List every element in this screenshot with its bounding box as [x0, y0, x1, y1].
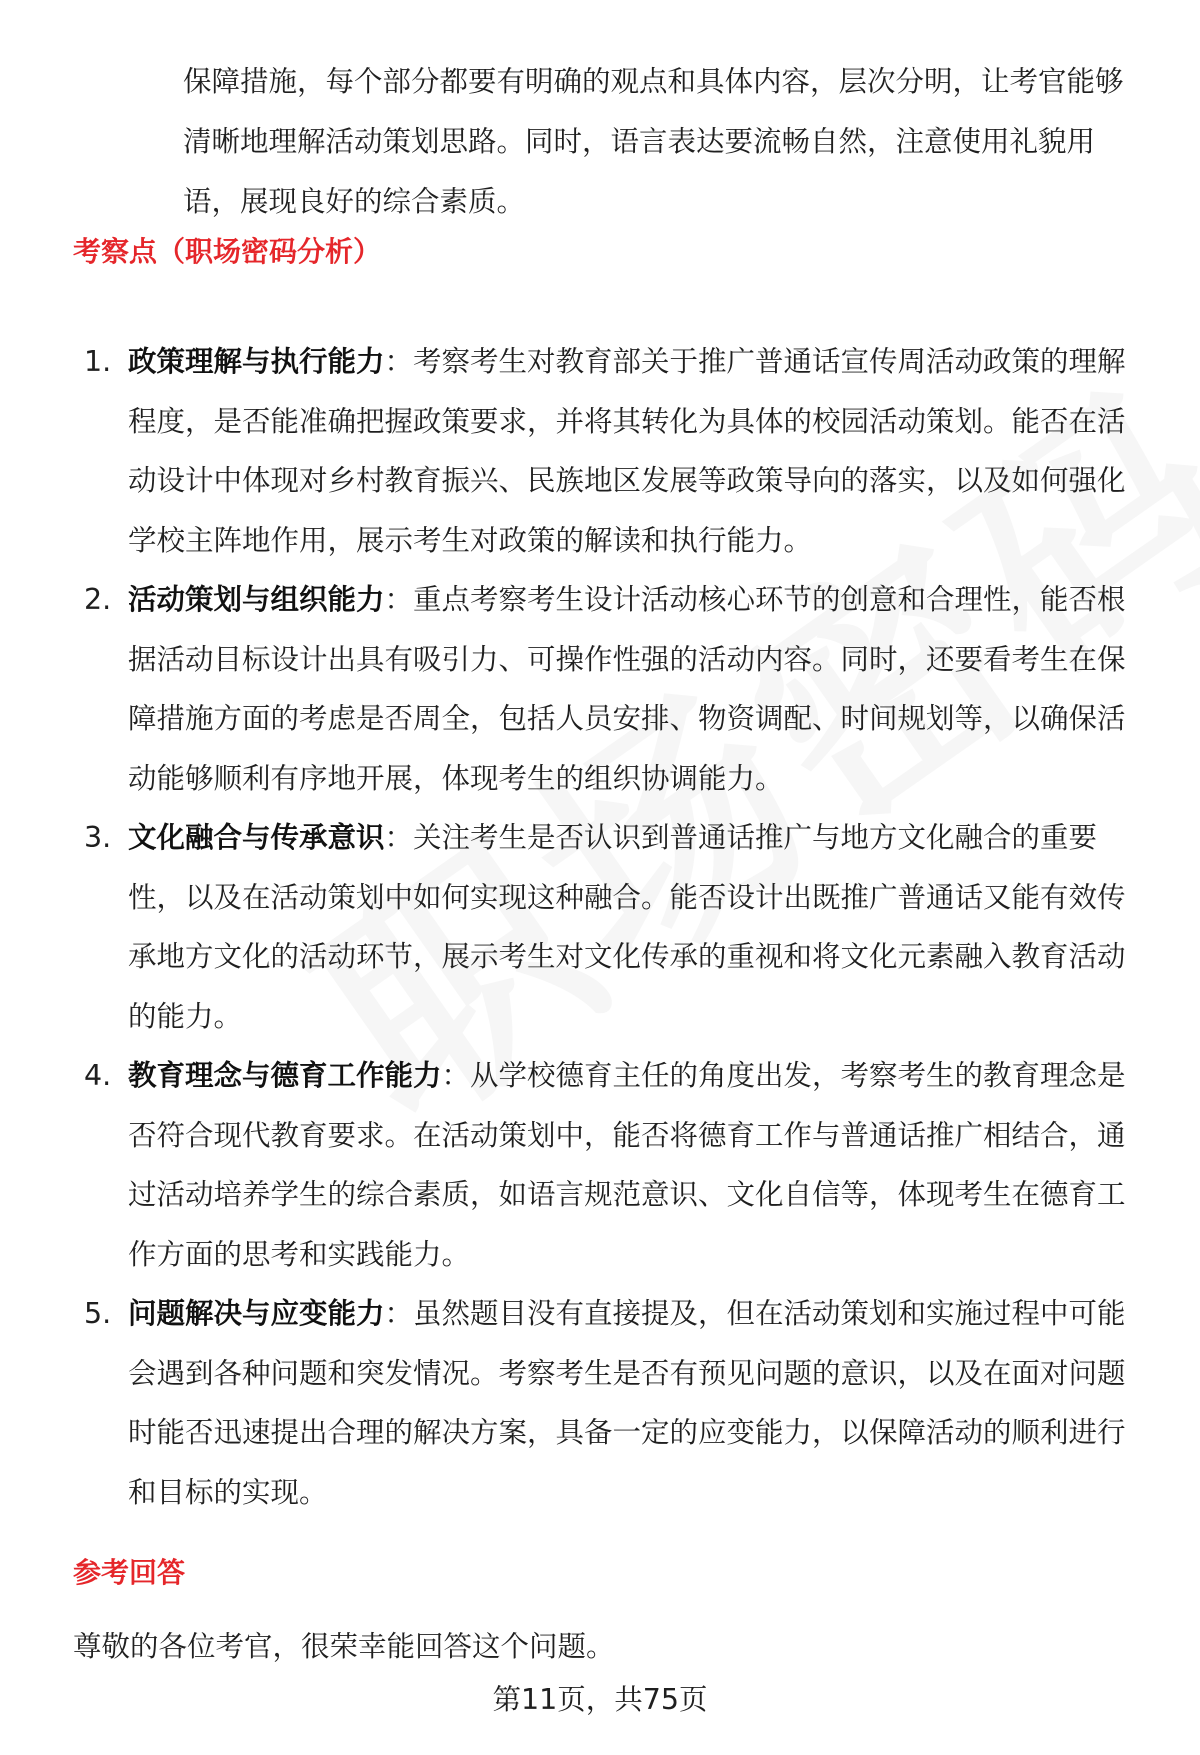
- intro-paragraph: 保障措施，每个部分都要有明确的观点和具体内容，层次分明，让考官能够清晰地理解活动策划思路。同时，语言表达要流畅自然，注意使用礼貌用语，展现良好的综合素质。: [183, 65, 1124, 218]
- list-item: [70, 570, 1150, 808]
- list-item-separator: ：: [384, 821, 414, 854]
- list-item-title: 问题解决与应变能力: [128, 1297, 385, 1330]
- list-item-separator: ：: [441, 1059, 471, 1092]
- list-item-title: 政策理解与执行能力: [128, 345, 385, 378]
- list-item-body: 虽然题目没有直接提及，但在活动策划和实施过程中可能会遇到各种问题和突发情况。考察考生是否有预见问题的意识，以及在面对问题时能否迅速提出合理的解决方案，具备一定的应变能力，以保障活动的顺利进行和目标的实现。: [128, 1297, 1126, 1509]
- list-item-separator: ：: [384, 583, 414, 616]
- list-item-number: 1.: [84, 345, 112, 378]
- assessment-list: [70, 332, 1150, 1522]
- list-item-body: 重点考察考生设计活动核心环节的创意和合理性，能否根据活动目标设计出具有吸引力、可操作性强的活动内容。同时，还要看考生在保障措施方面的考虑是否周全，包括人员安排、物资调配、时间规划等，以确保活动能够顺利有序地开展，体现考生的组织协调能力。: [128, 583, 1126, 795]
- list-item-number: 5.: [84, 1297, 112, 1330]
- list-item: [70, 1284, 1150, 1522]
- list-item-separator: ：: [384, 1297, 414, 1330]
- list-item-title: 文化融合与传承意识: [128, 821, 385, 854]
- list-item-body: 考察考生对教育部关于推广普通话宣传周活动政策的理解程度，是否能准确把握政策要求，并将其转化为具体的校园活动策划。能否在活动设计中体现对乡村教育振兴、民族地区发展等政策导向的落实，以及如何强化学校主阵地作用，展示考生对政策的解读和执行能力。: [128, 345, 1126, 557]
- list-item: [70, 808, 1150, 1046]
- list-item-separator: ：: [384, 345, 414, 378]
- answer-opening: 尊敬的各位考官，很荣幸能回答这个问题。: [73, 1630, 615, 1663]
- list-item-number: 3.: [84, 821, 112, 854]
- list-item-body: 从学校德育主任的角度出发，考察考生的教育理念是否符合现代教育要求。在活动策划中，能否将德育工作与普通话推广相结合，通过活动培养学生的综合素质，如语言规范意识、文化自信等，体现考生在德育工作方面的思考和实践能力。: [128, 1059, 1126, 1271]
- list-item: [70, 332, 1150, 570]
- list-item-body: 关注考生是否认识到普通话推广与地方文化融合的重要性，以及在活动策划中如何实现这种融合。能否设计出既推广普通话又能有效传承地方文化的活动环节，展示考生对文化传承的重视和将文化元素融入教育活动的能力。: [128, 821, 1126, 1033]
- list-item: [70, 1046, 1150, 1284]
- assessment-heading: 考察点（职场密码分析）: [73, 235, 382, 268]
- list-item-number: 2.: [84, 583, 112, 616]
- page-number: 第11页，共75页: [492, 1683, 708, 1716]
- list-item-title: 活动策划与组织能力: [128, 583, 385, 616]
- list-item-number: 4.: [84, 1059, 112, 1092]
- reference-answer-heading: 参考回答: [73, 1556, 186, 1589]
- list-item-title: 教育理念与德育工作能力: [128, 1059, 442, 1092]
